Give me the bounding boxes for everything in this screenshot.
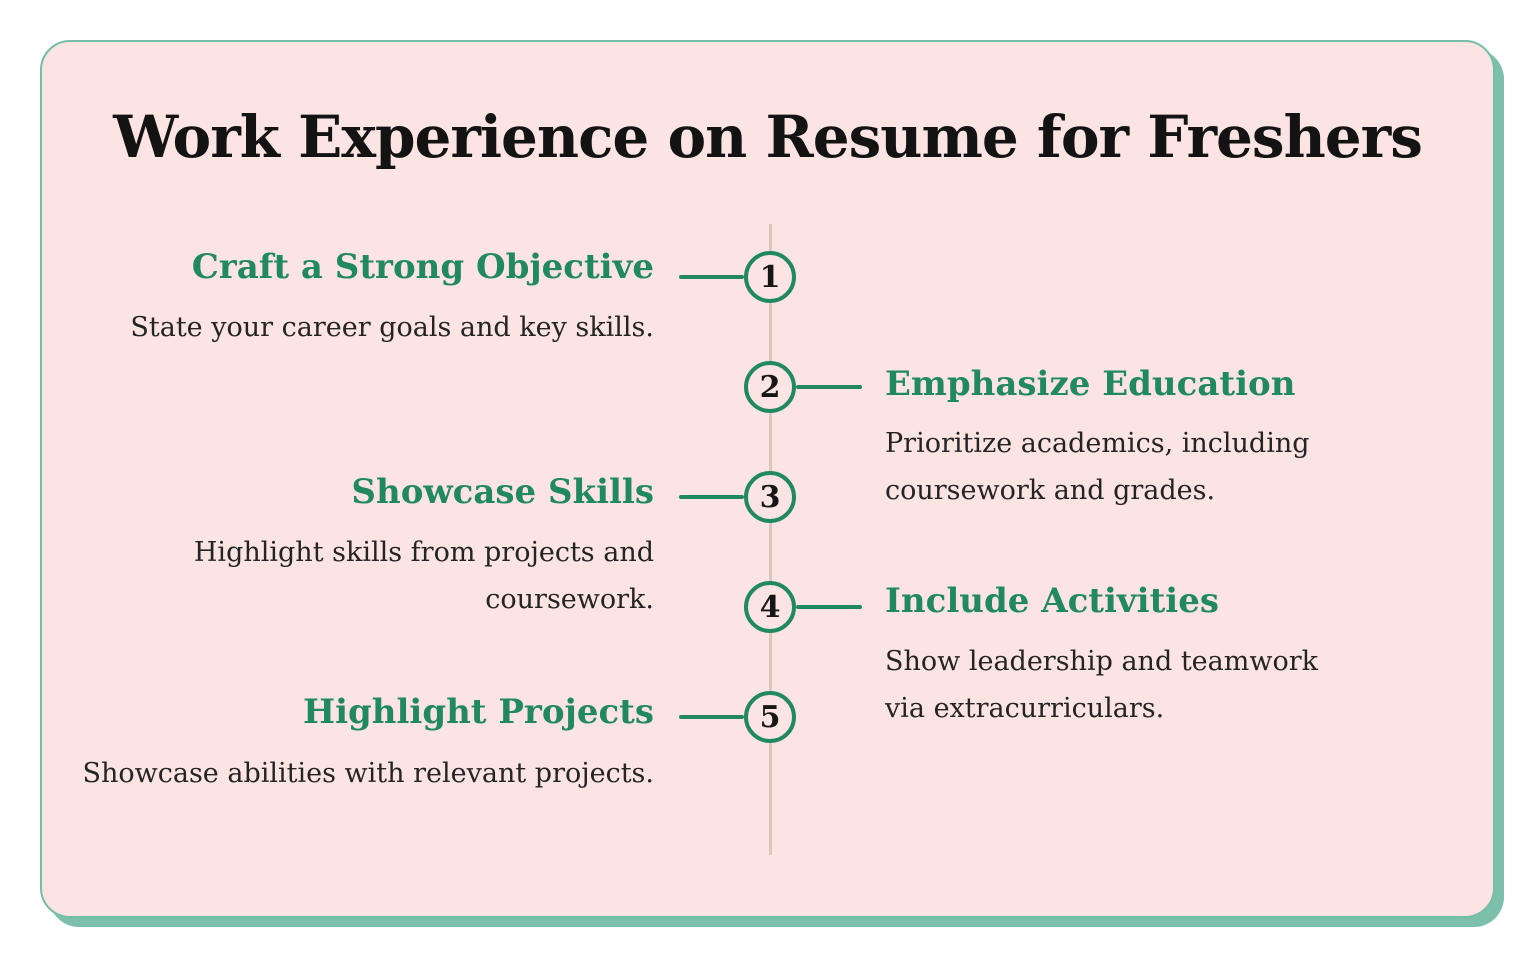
timeline-step-5-badge: 5 bbox=[744, 691, 796, 743]
timeline-step-1-badge: 1 bbox=[744, 251, 796, 303]
timeline-item-2-heading: Emphasize Education bbox=[885, 364, 1296, 404]
timeline-step-4-badge: 4 bbox=[744, 581, 796, 633]
timeline-item-5-heading: Highlight Projects bbox=[302, 692, 654, 732]
timeline-item-4-description: Show leadership and teamwork via extracurriculars. bbox=[885, 646, 1318, 724]
timeline-item-2-description: Prioritize academics, including coursework and grades. bbox=[885, 428, 1310, 506]
connector-line-4 bbox=[796, 605, 862, 609]
timeline-item-1-description: State your career goals and key skills. bbox=[130, 312, 654, 343]
timeline-step-2-badge: 2 bbox=[744, 361, 796, 413]
timeline-item-3-description: Highlight skills from projects and coursework. bbox=[193, 537, 654, 615]
timeline-item-3-heading: Showcase Skills bbox=[351, 472, 654, 512]
timeline-step-3-badge: 3 bbox=[744, 471, 796, 523]
timeline-item-1-heading: Craft a Strong Objective bbox=[191, 247, 654, 287]
connector-line-3 bbox=[679, 495, 744, 499]
connector-line-5 bbox=[679, 715, 744, 719]
page-title: Work Experience on Resume for Freshers bbox=[113, 103, 1422, 171]
infographic-card bbox=[40, 40, 1495, 918]
timeline-line bbox=[769, 224, 772, 855]
timeline-item-4-heading: Include Activities bbox=[885, 581, 1219, 621]
connector-line-1 bbox=[679, 275, 744, 279]
connector-line-2 bbox=[796, 385, 862, 389]
timeline-item-5-description: Showcase abilities with relevant projects. bbox=[82, 758, 654, 789]
